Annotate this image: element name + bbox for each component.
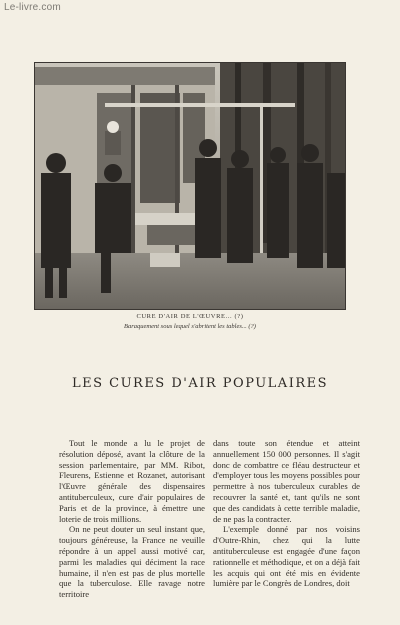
photo-caption-title: CURE D'AIR DE L'ŒUVRE... (?) (136, 313, 244, 320)
paragraph: Tout le monde a lu le projet de résolution déposé, avant la clôture de la session parlementaire, par MM. Ribot, Fleurens, Estienne et Rozanet, autorisant l'Œuvre générale des dispensaires antituberculeux, cure d'air populaires de Paris et de la province, à émettre une loterie de trois millions. (59, 438, 205, 524)
article-column-right (213, 438, 360, 589)
paragraph: On ne peut douter un seul instant que, toujours généreuse, la France ne veuille répondre à un appel aussi motivé car, parmi les maladies qui déciment la race humaine, il n'en est pas de plus mortelle que la tuberculose. Elle ravage notre territoire (59, 524, 205, 600)
article-headline: LES CURES D'AIR POPULAIRES (71, 376, 329, 391)
article-photograph (34, 62, 346, 310)
paragraph: L'exemple donné par nos voisins d'Outre-Rhin, chez qui la lutte antituberculeuse est engagée d'une façon rationnelle et méthodique, et on a déjà fait les acquis qui ont été mis en évidente lumière par le Congrès de Londres, doit (213, 524, 360, 589)
article-column-left (59, 438, 205, 600)
paragraph: dans toute son étendue et atteint annuellement 150 000 personnes. Il s'agit donc de combattre ce fléau destructeur et d'employer tous les moyens possibles pour permettre à nos tuberculeux curables de recouvrer la santé et, tant qu'ils ne sont que des candidats à cette terrible maladie, de ne pas la contracter. (213, 438, 360, 524)
site-watermark: Le-livre.com (4, 2, 61, 13)
photo-caption-subtitle: Baraquement sous lequel s'abritent les tables... (?) (124, 323, 256, 330)
halftone-photo-image (35, 63, 345, 309)
